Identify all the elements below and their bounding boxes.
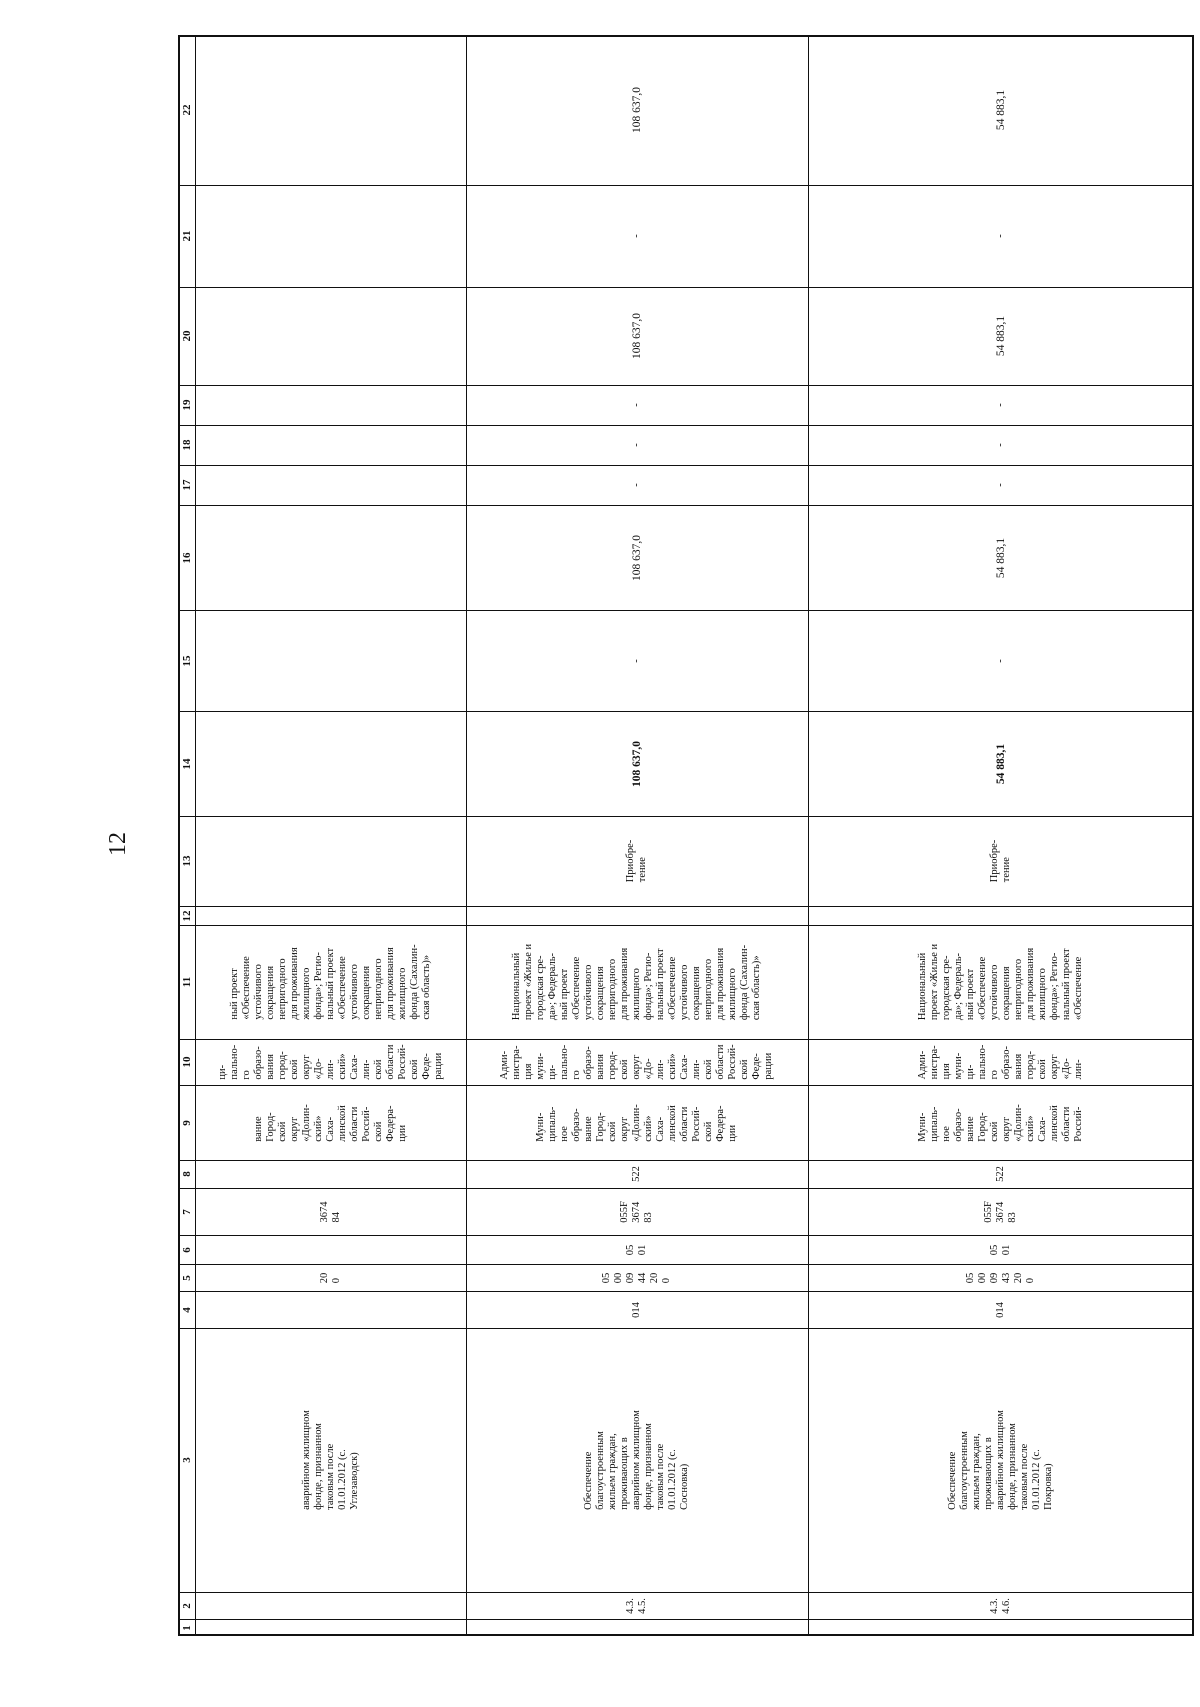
cell-row1-col10-text: ци- пально- го образо- вания город- ской округ «До- лин- ский» Саха- лин- ской области Россий- ской Феде- рации xyxy=(216,1044,444,1080)
column-header-14 xyxy=(178,711,195,816)
column-header-3-text: 3 xyxy=(180,1457,193,1463)
cell-row2-col20-text: 108 637,0 xyxy=(631,313,643,359)
cell-row3-col6 xyxy=(808,1235,1194,1264)
column-header-11-text: 11 xyxy=(180,976,193,988)
cell-row1-col7 xyxy=(195,1188,466,1235)
cell-row3-col22-text: 54 883,1 xyxy=(995,89,1007,131)
cell-row1-col9-text: вание Город- ской округ «Долин- ский» Саха- линской области Россий- ской Федера- ции xyxy=(252,1103,408,1142)
cell-row3-col14 xyxy=(808,711,1194,816)
cell-row3-col19 xyxy=(808,385,1194,425)
cell-row2-col8-text: 522 xyxy=(631,1166,642,1182)
cell-row3-col18 xyxy=(808,425,1194,465)
column-header-5-text: 5 xyxy=(180,1274,193,1281)
cell-row2-col8 xyxy=(466,1160,808,1188)
column-header-22 xyxy=(178,35,195,185)
cell-row3-col8-text: 522 xyxy=(995,1166,1006,1182)
cell-row2-col3-text: Обеспечение благоустроенным жильем граждан, проживающих в аварийном жилищном фонде, признанном таковым после 01.01.2012 (с. Сосновка) xyxy=(583,1410,690,1510)
cell-row2-col19-text: - xyxy=(631,403,642,407)
column-header-4 xyxy=(178,1291,195,1328)
cell-row2-col4-text: 014 xyxy=(631,1301,642,1318)
cell-row3-col3-text: Обеспечение благоустроенным жильем граждан, проживающих в аварийном жилищном фонде, признанном таковым после 01.01.2012 (с. Покровка) xyxy=(947,1410,1054,1510)
cell-row2-col10-text: Адми- нистра- ция муни- ци- пально- го образо- вания город- ской округ «До- лин- ский» Саха- лин- ской области Россий- ской Феде- рации xyxy=(499,1044,774,1080)
cell-row3-col10 xyxy=(808,1039,1194,1085)
cell-row3-col11-text: Национальный проект «Жилье и городская сре- да»; Федераль- ный проект «Обеспечение устойчивого сокращения непригодного для проживания жилищного фонда»; Регио- нальный проект «Обеспечение xyxy=(917,943,1084,1021)
column-header-11 xyxy=(178,925,195,1039)
cell-row1-col11 xyxy=(195,925,466,1039)
column-divider xyxy=(178,1634,1194,1636)
cell-row2-col7 xyxy=(466,1188,808,1235)
cell-row3-col21-text: - xyxy=(995,234,1006,238)
cell-row2-col14 xyxy=(466,711,808,816)
column-header-6-text: 6 xyxy=(180,1246,193,1253)
column-header-21 xyxy=(178,185,195,287)
cell-row2-col19 xyxy=(466,385,808,425)
cell-row3-col3 xyxy=(808,1328,1194,1592)
cell-row1-col5-text: 20 0 xyxy=(318,1272,342,1283)
cell-row3-col18-text: - xyxy=(995,443,1006,447)
cell-row2-col7-text: 055F 3674 83 xyxy=(619,1200,654,1223)
column-header-9 xyxy=(178,1085,195,1160)
cell-row2-col13 xyxy=(466,816,808,906)
cell-row2-col9 xyxy=(466,1085,808,1160)
cell-row2-col20 xyxy=(466,287,808,385)
column-header-22-text: 22 xyxy=(180,104,193,116)
cell-row3-col17-text: - xyxy=(995,483,1006,487)
cell-row3-col13-text: Приобре- тение xyxy=(989,839,1012,883)
column-header-12-text: 12 xyxy=(180,910,193,921)
cell-row2-col14-text: 108 637,0 xyxy=(631,740,643,787)
cell-row3-col2-text: 4.3. 4.6. xyxy=(989,1597,1012,1614)
column-header-17-text: 17 xyxy=(180,479,193,491)
cell-row3-col6-text: 05 01 xyxy=(989,1244,1012,1255)
column-header-12 xyxy=(178,906,195,925)
cell-row3-col20-text: 54 883,1 xyxy=(995,315,1007,357)
cell-row3-col13 xyxy=(808,816,1194,906)
cell-row2-col2 xyxy=(466,1592,808,1619)
cell-row1-col7-text: 3674 84 xyxy=(318,1201,342,1222)
column-header-19-text: 19 xyxy=(180,399,193,411)
cell-row3-col2 xyxy=(808,1592,1194,1619)
column-header-1-text: 1 xyxy=(180,1624,193,1631)
cell-row3-col14-text: 54 883,1 xyxy=(995,743,1007,784)
column-header-1 xyxy=(178,1619,195,1636)
column-header-7-text: 7 xyxy=(180,1208,193,1215)
cell-row3-col7 xyxy=(808,1188,1194,1235)
cell-row1-col3-text: аварийном жилищном фонде, признанном таковым после 01.01.2012 (с. Углезаводск) xyxy=(300,1410,360,1510)
cell-row2-col2-text: 4.3. 4.5. xyxy=(625,1597,648,1614)
cell-row3-col9-text: Муни- ципаль- ное образо- вание Город- ской округ «Долин- ский» Саха- линской области Россий- xyxy=(917,1103,1084,1142)
cell-row2-col15 xyxy=(466,610,808,711)
cell-row1-col5 xyxy=(195,1264,466,1291)
cell-row2-col6 xyxy=(466,1235,808,1264)
cell-row2-col13-text: Приобре- тение xyxy=(625,839,648,883)
cell-row2-col22-text: 108 637,0 xyxy=(631,87,643,133)
column-header-17 xyxy=(178,465,195,505)
column-header-6 xyxy=(178,1235,195,1264)
column-header-10-text: 10 xyxy=(180,1056,193,1068)
column-header-14-text: 14 xyxy=(180,758,193,769)
cell-row3-col10-text: Адми- нистра- ция муни- ци- пально- го образо- вания город- ской округ «До- лин- xyxy=(917,1044,1084,1080)
column-header-20-text: 20 xyxy=(180,330,193,342)
page-number: 12 xyxy=(105,832,131,856)
column-header-10 xyxy=(178,1039,195,1085)
column-header-8-text: 8 xyxy=(180,1171,193,1177)
column-header-15 xyxy=(178,610,195,711)
cell-row2-col6-text: 05 01 xyxy=(625,1244,648,1255)
cell-row2-col11-text: Национальный проект «Жилье и городская сре- да»; Федераль- ный проект «Обеспечение устойчивого сокращения непригодного для проживания жилищного фонда»; Регио- нальный проект «Обеспечение устойчивого сокращения непригодного для проживания жилищного фонда (Сахалин- ская область)» xyxy=(511,943,762,1021)
cell-row1-col10 xyxy=(195,1039,466,1085)
cell-row3-col11 xyxy=(808,925,1194,1039)
cell-row3-col4 xyxy=(808,1291,1194,1328)
cell-row2-col15-text: - xyxy=(631,658,642,663)
column-divider xyxy=(178,1619,1194,1620)
column-header-3 xyxy=(178,1328,195,1592)
column-header-16 xyxy=(178,505,195,610)
cell-row2-col5-text: 05 00 09 44 20 0 xyxy=(601,1272,672,1283)
cell-row3-col15 xyxy=(808,610,1194,711)
column-header-18 xyxy=(178,425,195,465)
column-header-18-text: 18 xyxy=(180,439,193,451)
cell-row3-col5-text: 05 00 09 43 20 0 xyxy=(965,1272,1036,1283)
column-header-13 xyxy=(178,816,195,906)
rotated-budget-table xyxy=(178,35,1194,1636)
cell-row3-col8 xyxy=(808,1160,1194,1188)
cell-row2-col3 xyxy=(466,1328,808,1592)
cell-row2-col21 xyxy=(466,185,808,287)
cell-row2-col11 xyxy=(466,925,808,1039)
column-header-5 xyxy=(178,1264,195,1291)
cell-row1-col3 xyxy=(195,1328,466,1592)
cell-row3-col16-text: 54 883,1 xyxy=(995,537,1007,578)
column-header-8 xyxy=(178,1160,195,1188)
column-header-2-text: 2 xyxy=(180,1602,193,1609)
cell-row3-col20 xyxy=(808,287,1194,385)
cell-row2-col5 xyxy=(466,1264,808,1291)
cell-row3-col19-text: - xyxy=(995,403,1006,407)
column-header-21-text: 21 xyxy=(180,230,193,242)
cell-row2-col10 xyxy=(466,1039,808,1085)
column-header-15-text: 15 xyxy=(180,655,193,666)
cell-row1-col9 xyxy=(195,1085,466,1160)
column-divider xyxy=(178,906,1194,907)
column-header-7 xyxy=(178,1188,195,1235)
cell-row3-col9 xyxy=(808,1085,1194,1160)
cell-row2-col17-text: - xyxy=(631,483,642,487)
column-header-13-text: 13 xyxy=(180,855,193,867)
cell-row2-col22 xyxy=(466,35,808,185)
cell-row3-col15-text: - xyxy=(995,658,1006,663)
cell-row2-col17 xyxy=(466,465,808,505)
cell-row2-col18 xyxy=(466,425,808,465)
cell-row3-col4-text: 014 xyxy=(995,1301,1006,1318)
cell-row2-col16-text: 108 637,0 xyxy=(631,534,643,581)
cell-row1-col11-text: ный проект «Обеспечение устойчивого сокращения непригодного для проживания жилищного фонда»; Регио- нальный проект «Обеспечение устойчивого сокращения непригодного для проживания жилищного фонда (Сахалин- ская область)» xyxy=(228,944,432,1020)
cell-row2-col21-text: - xyxy=(631,234,642,238)
column-header-20 xyxy=(178,287,195,385)
column-header-2 xyxy=(178,1592,195,1619)
column-header-16-text: 16 xyxy=(180,552,193,563)
cell-row3-col21 xyxy=(808,185,1194,287)
cell-row3-col5 xyxy=(808,1264,1194,1291)
cell-row2-col9-text: Муни- ципаль- ное образо- вание Город- ской округ «Долин- ский» Саха- линской области Россий- ской Федера- ции xyxy=(535,1103,738,1142)
column-header-19 xyxy=(178,385,195,425)
column-header-9-text: 9 xyxy=(180,1119,193,1126)
cell-row3-col22 xyxy=(808,35,1194,185)
column-header-4-text: 4 xyxy=(180,1306,193,1313)
cell-row2-col18-text: - xyxy=(631,443,642,447)
cell-row2-col4 xyxy=(466,1291,808,1328)
cell-row2-col16 xyxy=(466,505,808,610)
cell-row3-col7-text: 055F 3674 83 xyxy=(983,1200,1018,1223)
cell-row3-col17 xyxy=(808,465,1194,505)
cell-row3-col16 xyxy=(808,505,1194,610)
